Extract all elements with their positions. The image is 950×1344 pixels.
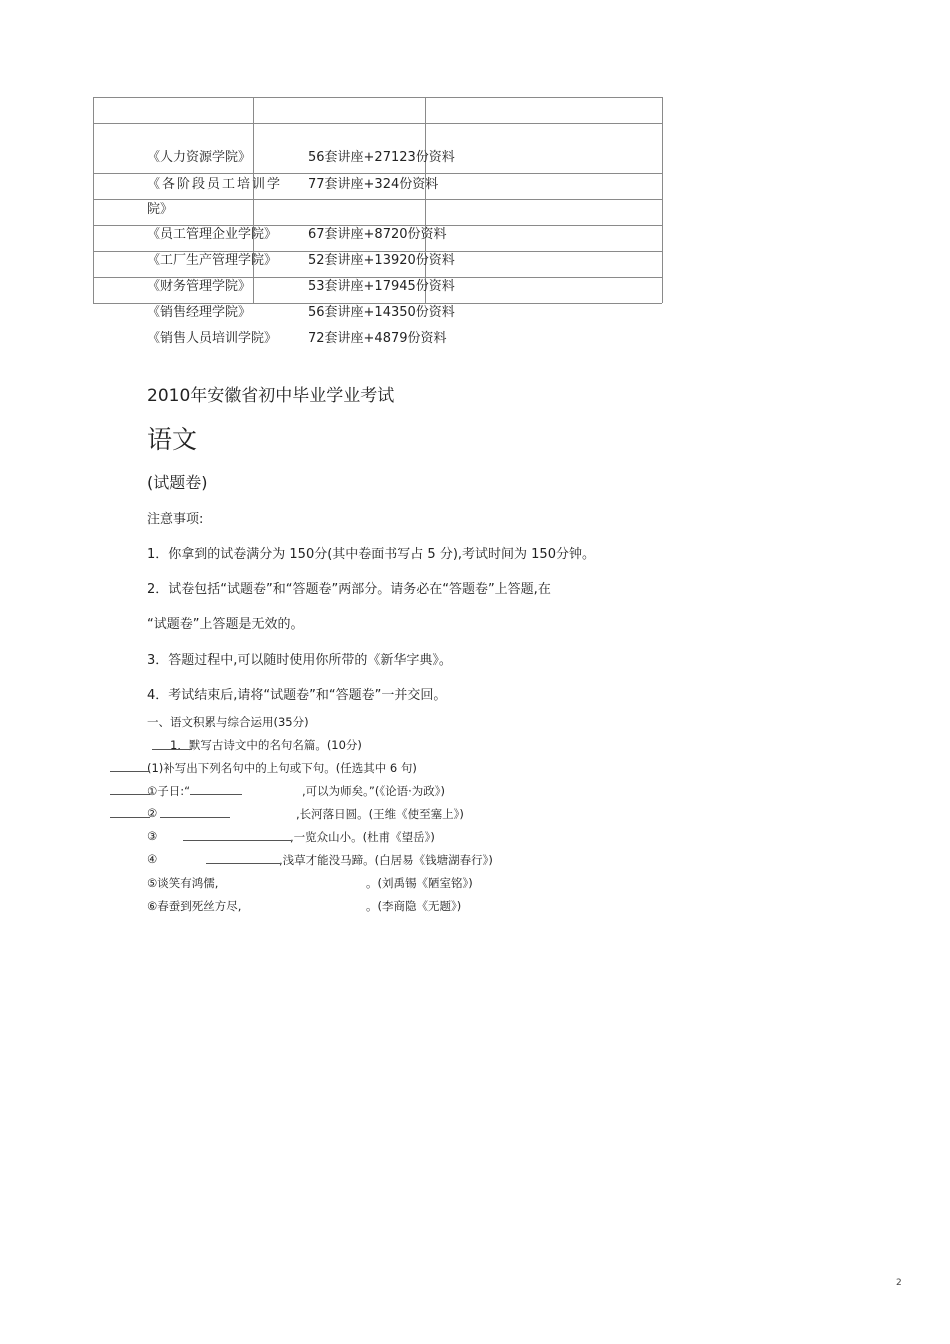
stray-line — [110, 771, 150, 772]
answer-blank[interactable] — [190, 794, 242, 795]
fill-item-prefix: ⑤谈笑有鸿儒, — [147, 876, 219, 890]
notice-item-cont: “试题卷”上答题是无效的。 — [147, 617, 304, 632]
resource-name: 《财务管理学院》 — [147, 279, 252, 294]
fill-item-suffix: ,可以为师矣。”(《论语·为政》) — [302, 784, 445, 798]
page-number: 2 — [896, 1278, 902, 1288]
resource-name: 《工厂生产管理学院》 — [147, 253, 278, 268]
question-title: 1．默写古诗文中的名句名篇。(10分) — [170, 738, 362, 752]
fill-item-prefix: ② — [147, 806, 158, 820]
resource-name-cont: 院》 — [147, 202, 174, 217]
exam-title: 2010年安徽省初中毕业学业考试 — [147, 386, 395, 406]
resource-count: 56套讲座+27123份资料 — [308, 150, 455, 165]
stray-line — [110, 794, 150, 795]
exam-paper-label: (试题卷) — [147, 473, 208, 492]
resource-name: 《销售人员培训学院》 — [147, 331, 278, 346]
resource-count: 67套讲座+8720份资料 — [308, 227, 447, 242]
resource-name: 《各阶段员工培训学 — [147, 177, 283, 192]
fill-item-suffix: 。(李商隐《无题》) — [366, 899, 462, 913]
notice-item: 1．你拿到的试卷满分为 150分(其中卷面书写占 5 分),考试时间为 150分钟。 — [147, 547, 595, 562]
fill-item-prefix: ④ — [147, 852, 158, 866]
notice-item: 4．考试结束后,请将“试题卷”和“答题卷”一并交回。 — [147, 688, 447, 703]
stray-line — [110, 817, 150, 818]
fill-item-prefix: ①子日:“ — [147, 784, 191, 798]
resource-name: 《销售经理学院》 — [147, 305, 252, 320]
notice-title: 注意事项: — [147, 512, 204, 527]
fill-item-suffix: 。(刘禹锡《陋室铭》) — [366, 876, 473, 890]
resource-count: 52套讲座+13920份资料 — [308, 253, 455, 268]
fill-item-suffix: ,一览众山小。(杜甫《望岳》) — [290, 830, 435, 844]
resource-count: 56套讲座+14350份资料 — [308, 305, 455, 320]
resource-count: 53套讲座+17945份资料 — [308, 279, 455, 294]
answer-blank[interactable] — [183, 840, 291, 841]
answer-blank[interactable] — [206, 863, 280, 864]
notice-item: 3．答题过程中,可以随时使用你所带的《新华字典》。 — [147, 653, 452, 668]
answer-blank[interactable] — [160, 817, 230, 818]
resource-name: 《员工管理企业学院》 — [147, 227, 278, 242]
resource-count: 72套讲座+4879份资料 — [308, 331, 447, 346]
resource-count: 77套讲座+324份资料 — [308, 177, 439, 192]
stray-line — [152, 749, 192, 750]
fill-item-prefix: ③ — [147, 829, 158, 843]
resource-name: 《人力资源学院》 — [147, 150, 252, 165]
section-title: 一、语文积累与综合运用(35分) — [147, 715, 309, 729]
fill-item-prefix: ⑥春蚕到死丝方尽, — [147, 899, 242, 913]
notice-item: 2．试卷包括“试题卷”和“答题卷”两部分。请务必在“答题卷”上答题,在 — [147, 582, 551, 597]
fill-item-suffix: ,长河落日圆。(王维《使至塞上》) — [296, 807, 464, 821]
fill-item-suffix: ,浅草才能没马蹄。(白居易《钱塘湖春行》) — [279, 853, 493, 867]
exam-subject: 语文 — [147, 425, 198, 454]
question-sub: (1)补写出下列名句中的上句或下句。(任选其中 6 句) — [147, 761, 417, 775]
